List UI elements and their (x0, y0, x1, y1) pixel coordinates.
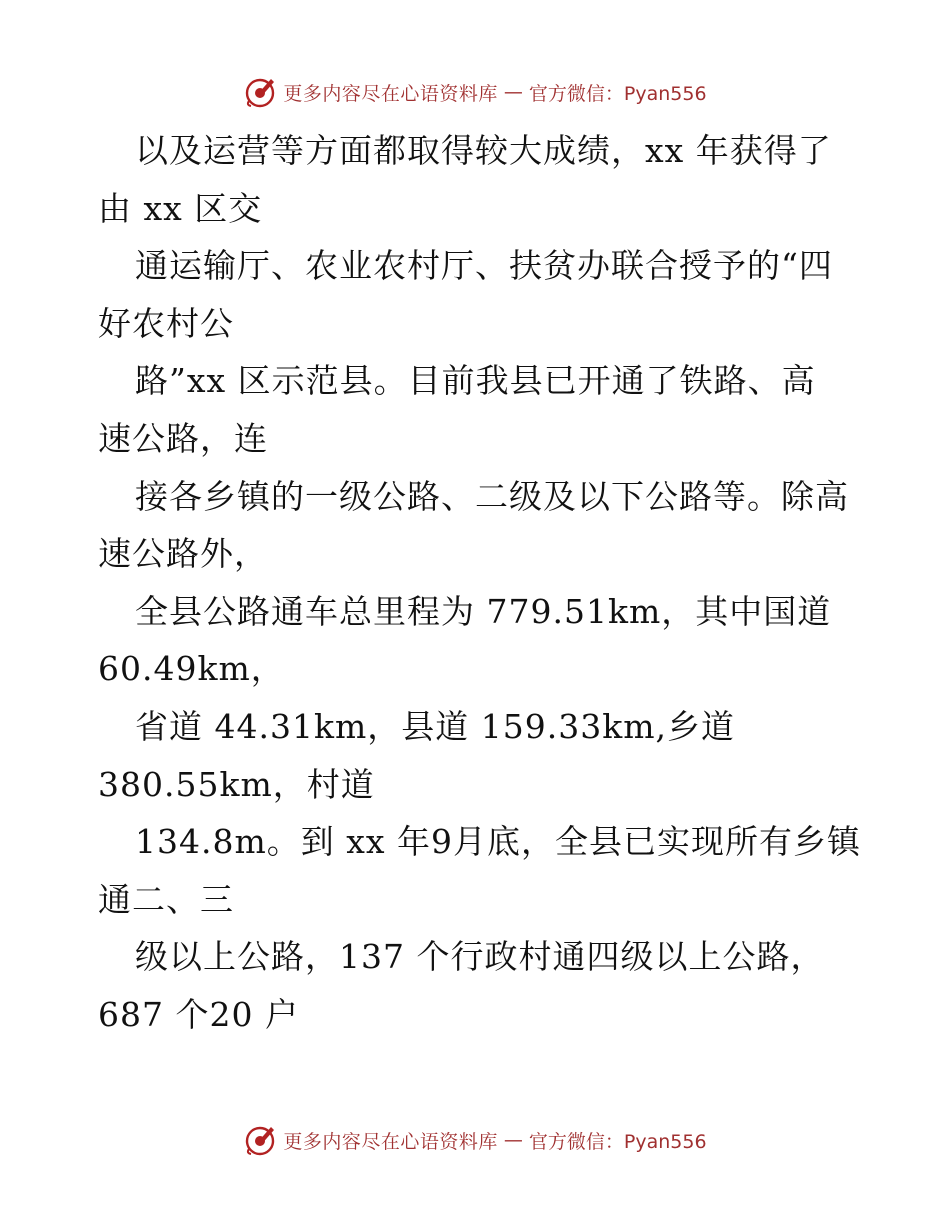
footer-watermark (0, 1120, 950, 1160)
document-body (98, 122, 868, 1044)
watermark-content (243, 75, 706, 109)
watermark-text: 更多内容尽在心语资料库 (283, 82, 498, 105)
watermark-dash: — (503, 1129, 523, 1151)
text-line: 路”xx 区示范县。目前我县已开通了铁路、高 (135, 361, 816, 401)
text-line: 60.49km， (98, 649, 285, 689)
pen-logo-icon (243, 75, 277, 109)
watermark-contact: 官方微信：Pyan556 (528, 82, 707, 105)
text-line: 由 xx 区交 (98, 188, 263, 228)
text-line: 687 个20 户 (98, 994, 299, 1034)
watermark-text: 更多内容尽在心语资料库 (283, 1130, 498, 1153)
text-line: 速公路外， (98, 534, 268, 574)
pen-logo-icon (243, 1123, 277, 1157)
text-line: 通二、三 (98, 879, 234, 919)
text-line: 通运输厅、农业农村厅、扶贫办联合授予的“四 (135, 246, 833, 286)
text-line: 级以上公路，137 个行政村通四级以上公路， (135, 937, 825, 977)
text-line: 以及运营等方面都取得较大成绩，xx 年获得了 (135, 131, 832, 170)
text-line: 速公路，连 (98, 418, 268, 458)
text-line: 134.8m。到 xx 年9月底，全县已实现所有乡镇 (135, 822, 861, 862)
text-line: 接各乡镇的一级公路、二级及以下公路等。除高 (135, 476, 849, 516)
watermark-dash: — (503, 81, 523, 103)
watermark-contact: 官方微信：Pyan556 (528, 1130, 707, 1153)
watermark-content (243, 1123, 706, 1157)
text-line: 全县公路通车总里程为 779.51km，其中国道 (135, 591, 832, 631)
header-watermark (0, 72, 950, 112)
text-line: 省道 44.31km，县道 159.33km,乡道 (135, 706, 735, 746)
text-line: 好农村公 (98, 303, 234, 343)
text-line: 380.55km，村道 (98, 764, 375, 804)
